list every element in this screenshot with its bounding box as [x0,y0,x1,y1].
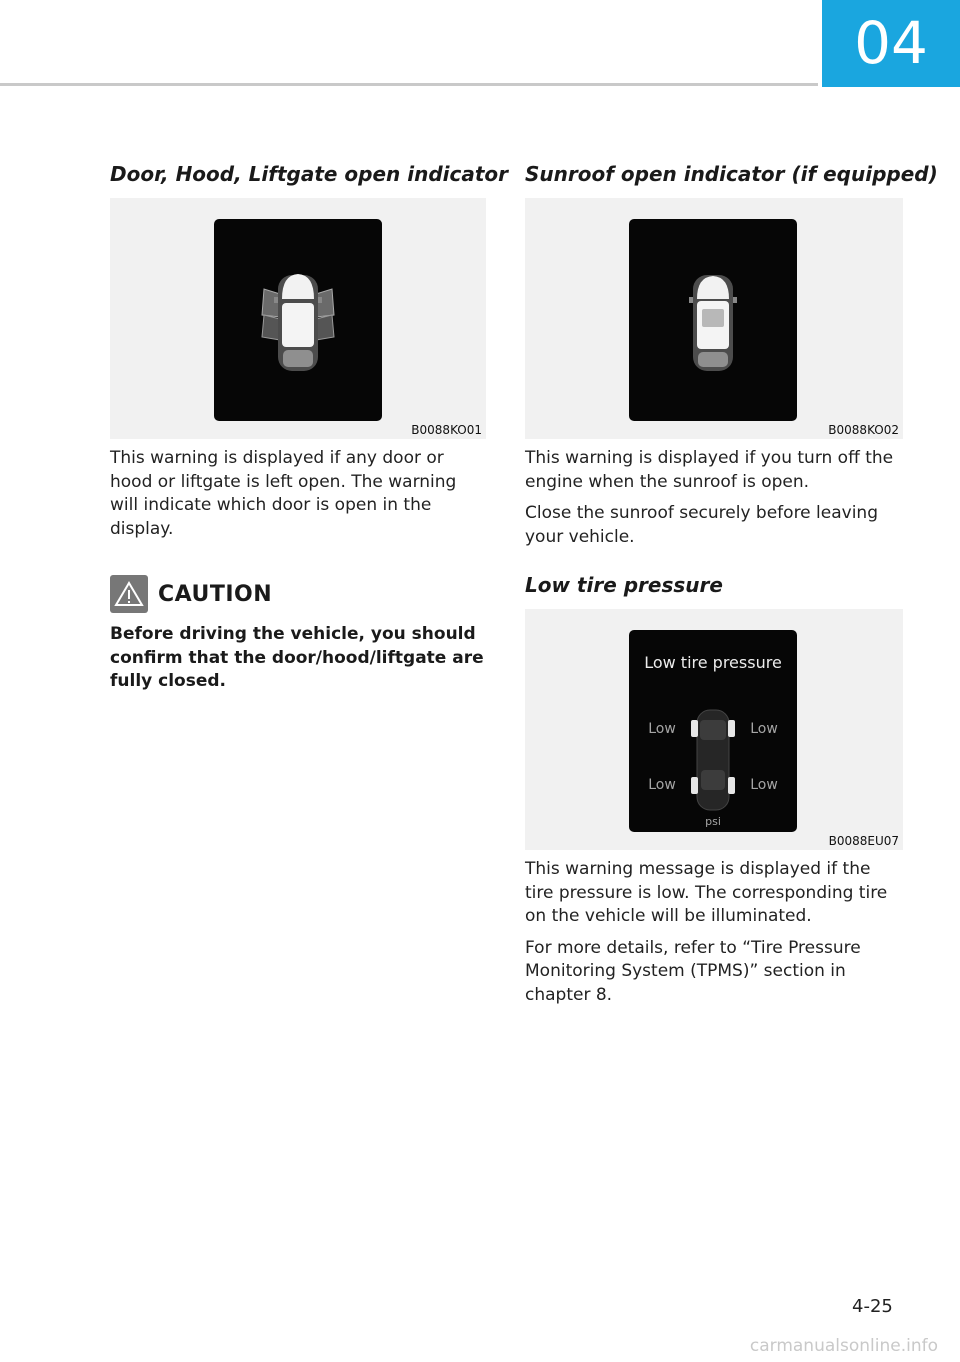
chapter-tab: 04 [822,0,960,87]
front-left-tire [691,720,698,737]
figure-code: B0088KO02 [828,423,899,437]
sunroof-text-2: Close the sunroof securely before leaving your vehicle. [525,503,878,547]
sunroof-figure [525,198,903,439]
sunroof-opening [702,309,724,327]
rear-left-label: Low [648,777,676,793]
warning-triangle-icon [110,575,148,613]
tire-pressure-display [629,630,797,832]
header-rule [0,83,818,86]
figure-code: B0088EU07 [828,834,899,848]
sunroof-heading: Sunroof open indicator (if equipped) [525,162,938,186]
pressure-unit: psi [705,815,721,828]
left-column [110,160,509,694]
figure-code: B0088KO01 [411,423,482,437]
front-right-label: Low [750,721,778,737]
tire-display-title: Low tire pressure [644,653,782,672]
sunroof-text-1: This warning is displayed if you turn off the engine when the sunroof is open. [525,448,894,492]
door-open-display [214,219,382,421]
front-right-tire [728,720,735,737]
tire-text-2: For more details, refer to “Tire Pressure Monitoring System (TPMS)” section in chapter 8. [525,937,861,1005]
rear-left-tire [691,777,698,794]
right-column [525,160,938,1007]
page-number: 4-25 [852,1296,893,1317]
rear-right-label: Low [750,777,778,793]
tire-pressure-figure [525,609,903,850]
watermark: carmanualsonline.info [749,1336,938,1356]
door-warning-text: This warning is displayed if any door or hood or liftgate is left open. The warning will indicate which door is open in the display. [110,448,457,539]
caution-title: CAUTION [158,581,273,607]
door-hood-liftgate-heading: Door, Hood, Liftgate open indicator [110,162,509,186]
caution-text: Before driving the vehicle, you should confirm that the door/hood/liftgate are fully closed. [110,624,484,691]
low-tire-heading: Low tire pressure [525,573,723,597]
tire-pressure-illustration [629,630,797,832]
rear-right-tire [728,777,735,794]
caution-header [110,575,486,613]
tire-text-1: This warning message is displayed if the tire pressure is low. The corresponding tire on the vehicle will be illuminated. [525,859,888,926]
sunroof-display [629,219,797,421]
car-sunroof-open-illustration [629,219,797,421]
caution-box [110,575,486,694]
door-open-figure [110,198,486,439]
car-doors-open-illustration [214,219,382,421]
front-left-label: Low [648,721,676,737]
